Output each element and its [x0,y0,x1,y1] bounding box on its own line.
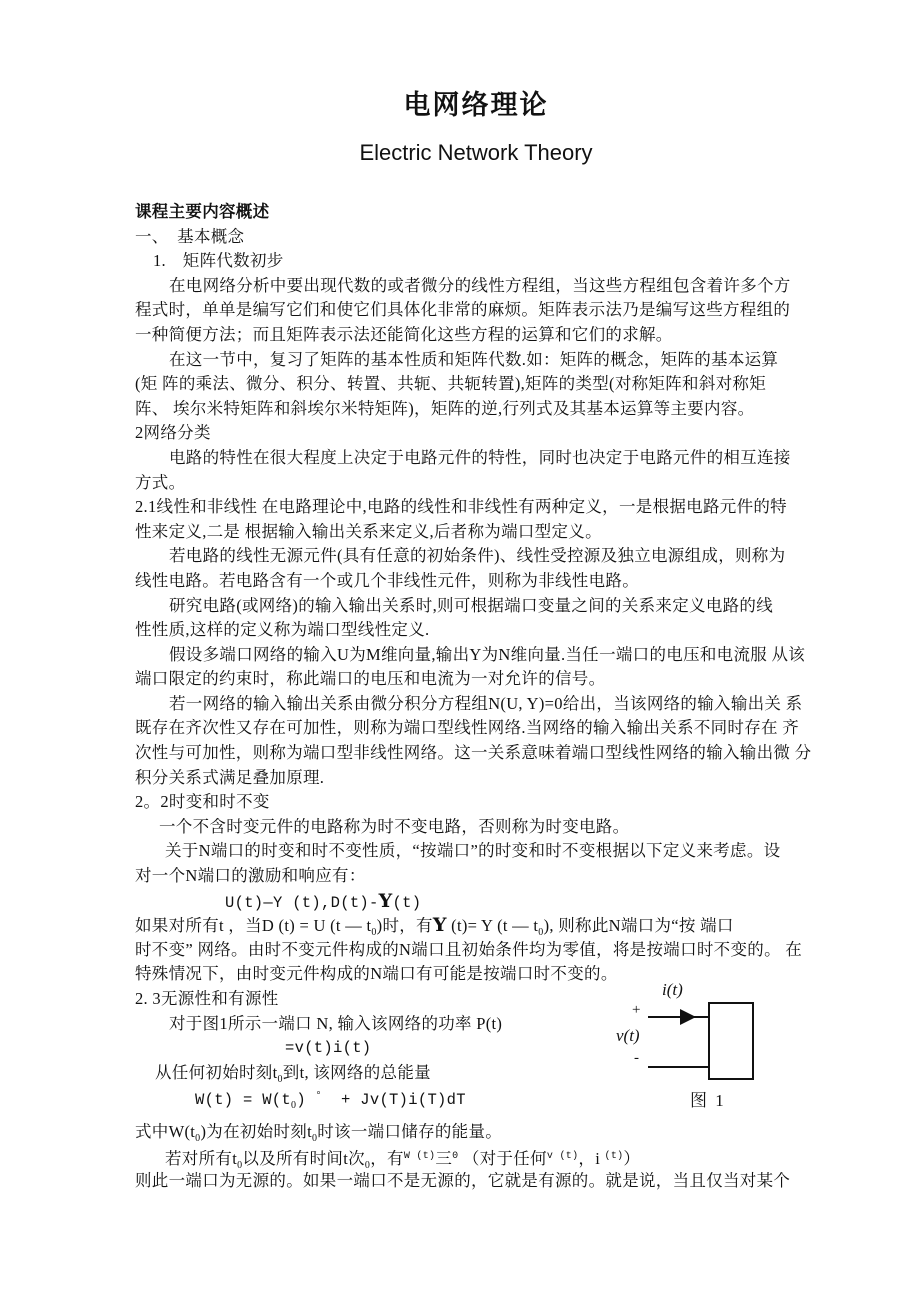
text-line: 研究电路(或网络)的输入输出关系时,则可根据端口变量之间的关系来定义电路的线 [169,595,774,615]
text-line: 对于图1所示一端口 N, 输入该网络的功率 P(t) [169,1013,503,1033]
text-line: 阵、 埃尔米特矩阵和斜埃尔米特矩阵)，矩阵的逆,行列式及其基本运算等主要内容。 [135,398,755,418]
text-line: 若一网络的输入输出关系由微分积分方程组N(U, Y)=0给出，当该网络的输入输出关 系 [169,693,803,713]
top-wire [648,1016,710,1018]
text-line: 在电网络分析中要出现代数的或者微分的线性方程组，当这些方程组包含着许多个方 [169,275,791,295]
plus-terminal-label: + [632,1002,641,1018]
text-line: 特殊情况下，由时变元件构成的N端口有可能是按端口时不变的。 [135,964,618,984]
current-label: i(t) [662,980,683,999]
current-arrow-icon [680,1009,696,1025]
text-line: 时不变” 网络。由时不变元件构成的N端口且初始条件均为零值，将是按端口时不变的。 在 [135,939,803,959]
voltage-label: v(t) [616,1026,640,1045]
figure-caption: 图 1 [690,1091,726,1110]
network-box [708,1002,754,1080]
minus-terminal-label: - [634,1050,639,1066]
text-line: (矩 阵的乘法、微分、积分、转置、共轭、共轭转置),矩阵的类型(对称矩阵和斜对称矩 [135,374,767,394]
section-2-2-heading: 2。2时变和时不变 [135,792,270,812]
section-2-heading: 2网络分类 [135,423,211,443]
text-line: 程式时，单单是编写它们和使它们具体化非常的麻烦。矩阵表示法乃是编写这些方程组的 [135,300,791,320]
formula-energy: $W(t) = W(t_0) ^\circ + Jv(T)i(T)dT$ [195,1091,466,1112]
bottom-wire [648,1066,710,1068]
text-line: 性来定义,二是 根据输入输出关系来定义,后者称为端口型定义。 [135,521,602,541]
text-line: 假设多端口网络的输入U为M维向量,输出Y为N维向量.当任一端口的电压和电流服 从该 [169,644,806,664]
text-line: 线性电路。若电路含有一个或几个非线性元件，则称为非线性电路。 [135,570,639,590]
text-line: 一个不含时变元件的电路称为时不变电路，否则称为时变电路。 [159,816,630,836]
document-title: 电网络理论 [403,90,549,120]
text-line: 性性质,这样的定义称为端口型线性定义. [135,620,430,640]
formula-excitation-response: U(t)—Y (t),D(t)-Y(t) [225,889,422,912]
section-1-heading: 一、 基本概念 [135,226,245,246]
text-line: 既存在齐次性又存在可加性，则称为端口型线性网络.当网络的输入输出关系不同时存在 齐 [135,718,800,738]
circuit-figure [596,978,826,1123]
section-2-1-heading: 2.1线性和非线性 在电路理论中,电路的线性和非线性有两种定义，一是根据电路元件的特 [135,497,787,517]
text-line: 如果对所有t ，当D (t) = U (t — $t_0$)时，有Y (t)= Y (t — $t_0$), 则称此N端口为“按 端口 [135,914,734,939]
section-2-3-heading: 2. 3无源性和有源性 [135,989,279,1008]
text-line: 在这一节中，复习了矩阵的基本性质和矩阵代数.如：矩阵的概念，矩阵的基本运算 [169,349,779,369]
text-line: 端口限定的约束时，称此端口的电压和电流为一对允许的信号。 [135,669,606,689]
text-line: 一种简便方法；而且矩阵表示法还能简化这些方程的运算和它们的求解。 [135,324,673,344]
formula-power: =v(t)i(t) [285,1039,372,1058]
text-line: 则此一端口为无源的。如果一端口不是无源的，它就是有源的。就是说，当且仅当对某个 [135,1171,791,1191]
text-line: 关于N端口的时变和时不变性质，“按端口”的时变和时不变根据以下定义来考虑。设 [165,841,781,861]
text-line: 从任何初始时刻$t_0$到t, 该网络的总能量 [155,1062,431,1085]
text-line: 若电路的线性无源元件(具有任意的初始条件)、线性受控源及独立电源组成，则称为 [169,546,786,566]
text-line: 方式。 [135,472,186,492]
section-1-1-heading: 1. 矩阵代数初步 [153,251,284,271]
text-line: 式中$W(t_0)$为在初始时刻$t_0$时该一端口储存的能量。 [135,1121,503,1144]
document-subtitle: Electric Network Theory [359,140,593,165]
text-line: 次性与可加性，则称为端口型非线性网络。这一关系意味着端口型线性网络的输入输出微 分 [135,743,812,763]
text-line: 若对所有$t_0$以及所有时间t次$_0$，有$^{W (t)}$三$^0$ （对于任何$^{v (t)}$，i $^{(t)}$） [165,1148,641,1171]
section-heading-overview: 课程主要内容概述 [135,202,270,221]
text-line: 电路的特性在很大程度上决定于电路元件的特性，同时也决定于电路元件的相互连接 [169,447,791,467]
text-line: 对一个N端口的激励和响应有： [135,866,366,886]
text-line: 积分关系式满足叠加原理. [135,767,325,787]
